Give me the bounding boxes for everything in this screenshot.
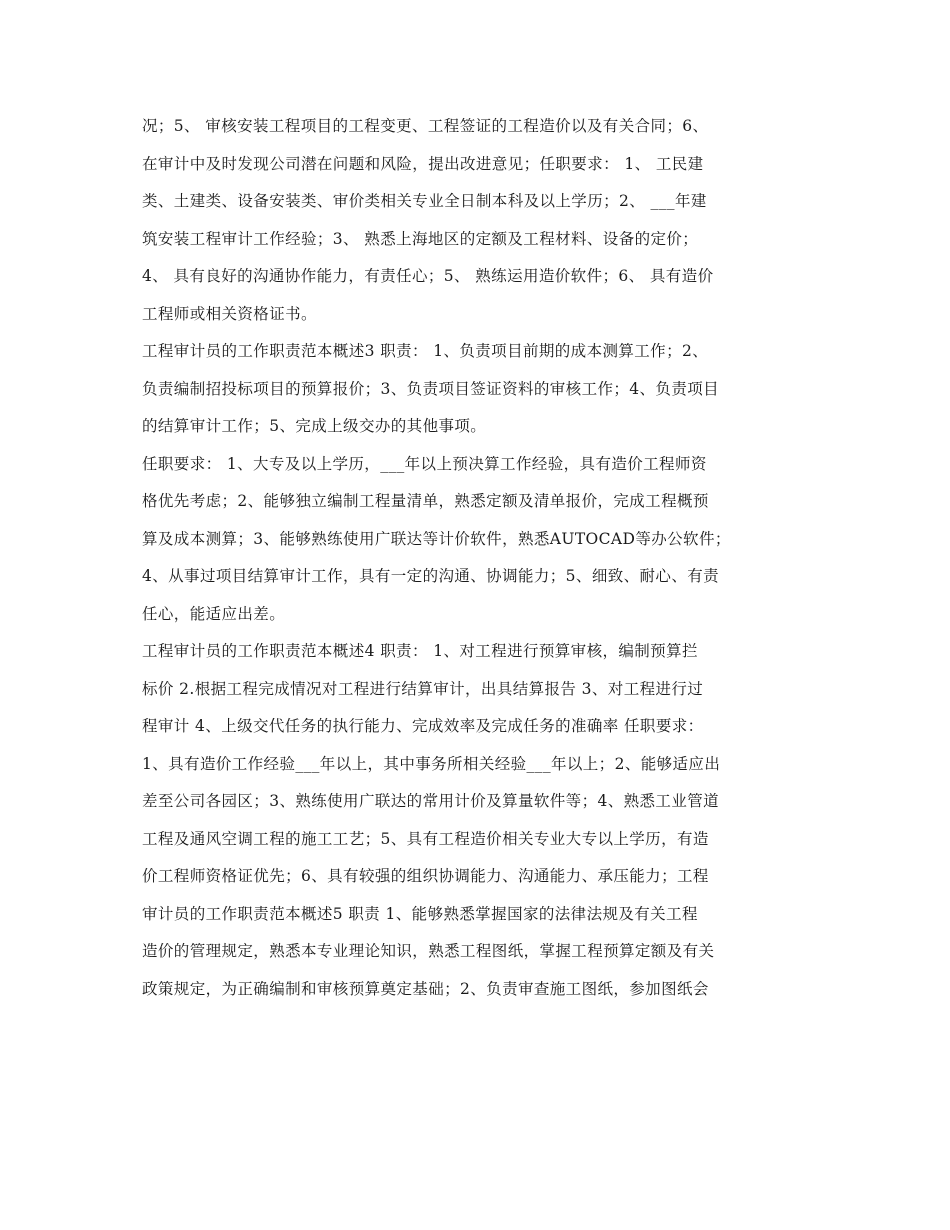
section-heading-line: 工程审计员的工作职责范本概述4 职责： 1、对工程进行预算审核，编制预算拦 xyxy=(142,642,698,660)
text-line: 任心，能适应出差。 xyxy=(142,604,286,623)
text-line: 差至公司各园区；3、熟练使用广联达的常用计价及算量软件等；4、熟悉工业管道 xyxy=(142,792,720,810)
text-line: 类、土建类、设备安装类、审价类相关专业全日制本科及以上学历；2、 ___年建 xyxy=(142,192,707,210)
text-line: 的结算审计工作；5、完成上级交办的其他事项。 xyxy=(142,417,487,435)
text-line: 在审计中及时发现公司潜在问题和风险，提出改进意见；任职要求： 1、 工民建 xyxy=(142,154,704,173)
section-heading-line: 工程审计员的工作职责范本概述3 职责： 1、负责项目前期的成本测算工作；2、 xyxy=(142,342,709,360)
text-line: 任职要求： 1、大专及以上学历，___年以上预决算工作经验，具有造价工程师资 xyxy=(142,454,707,473)
text-line: 负责编制招投标项目的预算报价；3、负责项目签证资料的审核工作；4、负责项目 xyxy=(142,379,720,398)
text-line: 标价 2.根据工程完成情况对工程进行结算审计，出具结算报告 3、对工程进行过 xyxy=(142,679,704,698)
text-line: 政策规定，为正确编制和审核预算奠定基础；2、负责审查施工图纸，参加图纸会 xyxy=(142,979,709,998)
text-line: 程审计 4、上级交代任务的执行能力、完成效率及完成任务的准确率 任职要求： xyxy=(142,717,704,735)
text-line: 造价的管理规定，熟悉本专业理论知识，熟悉工程图纸，掌握工程预算定额及有关 xyxy=(142,942,715,960)
text-line: 1、具有造价工作经验___年以上，其中事务所相关经验___年以上；2、能够适应出 xyxy=(142,754,721,773)
text-line: 筑安装工程审计工作经验；3、 熟悉上海地区的定额及工程材料、设备的定价； xyxy=(142,229,699,248)
text-line: 工程师或相关资格证书。 xyxy=(142,304,317,323)
text-line: 价工程师资格证优先；6、具有较强的组织协调能力、沟通能力、承压能力；工程 xyxy=(142,867,709,885)
text-line: 算及成本测算；3、能够熟练使用广联达等计价软件，熟悉AUTOCAD等办公软件； xyxy=(142,529,731,548)
text-line: 4、从事过项目结算审计工作，具有一定的沟通、协调能力；5、细致、耐心、有责 xyxy=(142,567,720,585)
text-line: 况；5、 审核安装工程项目的工程变更、工程签证的工程造价以及有关合同；6、 xyxy=(142,117,709,135)
text-line: 格优先考虑；2、能够独立编制工程量清单，熟悉定额及清单报价，完成工程概预 xyxy=(142,492,709,510)
text-line: 工程及通风空调工程的施工工艺；5、具有工程造价相关专业大专以上学历，有造 xyxy=(142,829,709,848)
text-line: 4、 具有良好的沟通协作能力，有责任心；5、 熟练运用造价软件；6、 具有造价 xyxy=(142,267,714,285)
document-body xyxy=(142,108,822,1008)
text-line: 审计员的工作职责范本概述5 职责 1、能够熟悉掌握国家的法律法规及有关工程 xyxy=(142,904,698,923)
